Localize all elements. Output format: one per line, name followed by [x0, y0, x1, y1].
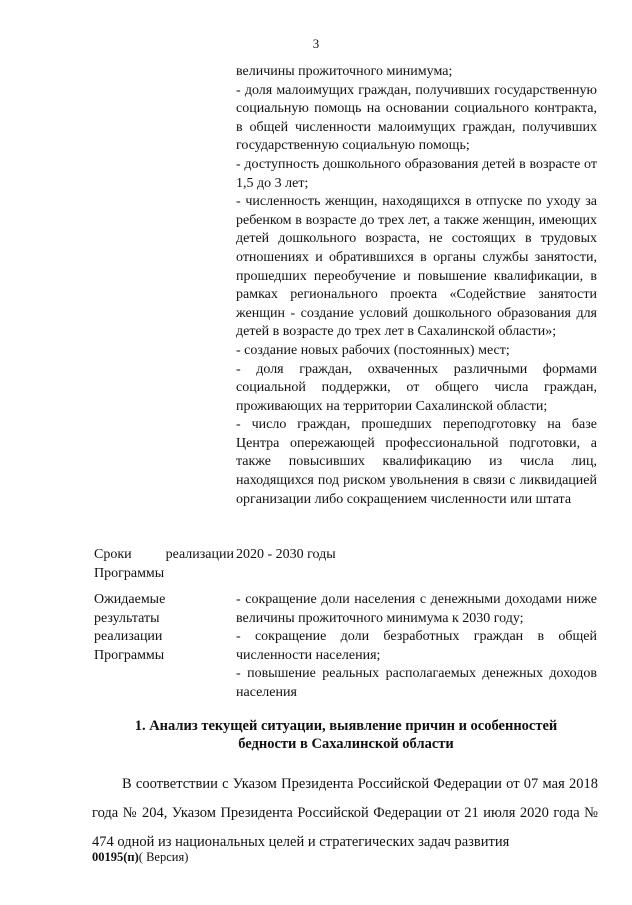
timeline-value	[236, 546, 597, 565]
footer	[92, 850, 188, 865]
page-number: 3	[312, 36, 320, 51]
section-heading-line1: 1. Анализ текущей ситуации, выявление причин и особенностей	[134, 718, 558, 734]
expected-results-label-line: Программы	[94, 647, 165, 663]
goal-item: - создание новых рабочих (постоянных) мест;	[236, 342, 510, 358]
expected-result-item: - сокращение доли населения с денежными доходами ниже величины прожиточного минимума к 2030 году;	[236, 592, 597, 626]
goal-item: - доля граждан, охваченных различными формами социальной поддержки, от общего числа граждан, проживающих на территории Сахалинской области;	[236, 361, 597, 414]
expected-results-label	[94, 591, 234, 665]
body-text	[92, 770, 598, 857]
expected-results-list	[236, 591, 597, 703]
expected-result-item: - повышение реальных располагаемых денежных доходов населения	[236, 666, 597, 700]
goal-item: - число граждан, прошедших переподготовку на базе Центра опережающей профессиональной подготовки, а также повысивших квалификацию из числа лиц, находящихся под риском увольнения в связи с ликвидацией организации либо сокращением численности или штата	[236, 417, 597, 507]
section-heading	[60, 717, 632, 753]
timeline-value-text: 2020 - 2030 годы	[236, 547, 336, 562]
timeline-label	[94, 546, 234, 583]
body-paragraph: В соответствии с Указом Президента Российской Федерации от 07 мая 2018 года № 204, Указом Президента Российской Федерации от 21 июля 2020 года № 474 одной из национальных целей и стратегических задач развития	[92, 776, 598, 850]
timeline-label-line1: Сроки реализации	[94, 547, 234, 562]
section-heading-line2: бедности в Сахалинской области	[238, 736, 454, 752]
timeline-label-line2: Программы	[94, 565, 165, 581]
document-version: ( Версия)	[138, 850, 189, 864]
document-code: 00195(п)	[92, 850, 139, 864]
goal-item: - доступность дошкольного образования детей в возрасте от 1,5 до 3 лет;	[236, 156, 597, 191]
goal-item: - доля малоимущих граждан, получивших государственную социальную помощь на основании социального контракта, в общей численности малоимущих граждан, получивших государственную социальную помощь;	[236, 82, 597, 154]
goal-item: величины прожиточного минимума;	[236, 64, 453, 79]
goal-item: - численность женщин, находящихся в отпуске по уходу за ребенком в возрасте до трех лет, а также женщин, имеющих детей дошкольного возраста, не состоящих в трудовых отношениях и обратившихся в органы службы занятости, прошедших переобучение и повышение квалификации, в рамках регионального проекта «Содействие занятости женщин - создание условий дошкольного образования для детей в возрасте до трех лет в Сахалинской области»;	[236, 194, 597, 340]
goals-list	[236, 63, 597, 509]
expected-results-label-line: Ожидаемые	[94, 592, 166, 607]
expected-result-item: - сокращение доли безработных граждан в общей численности населения;	[236, 629, 597, 663]
expected-results-label-line: результаты	[94, 610, 160, 626]
expected-results-label-line: реализации	[94, 629, 163, 645]
